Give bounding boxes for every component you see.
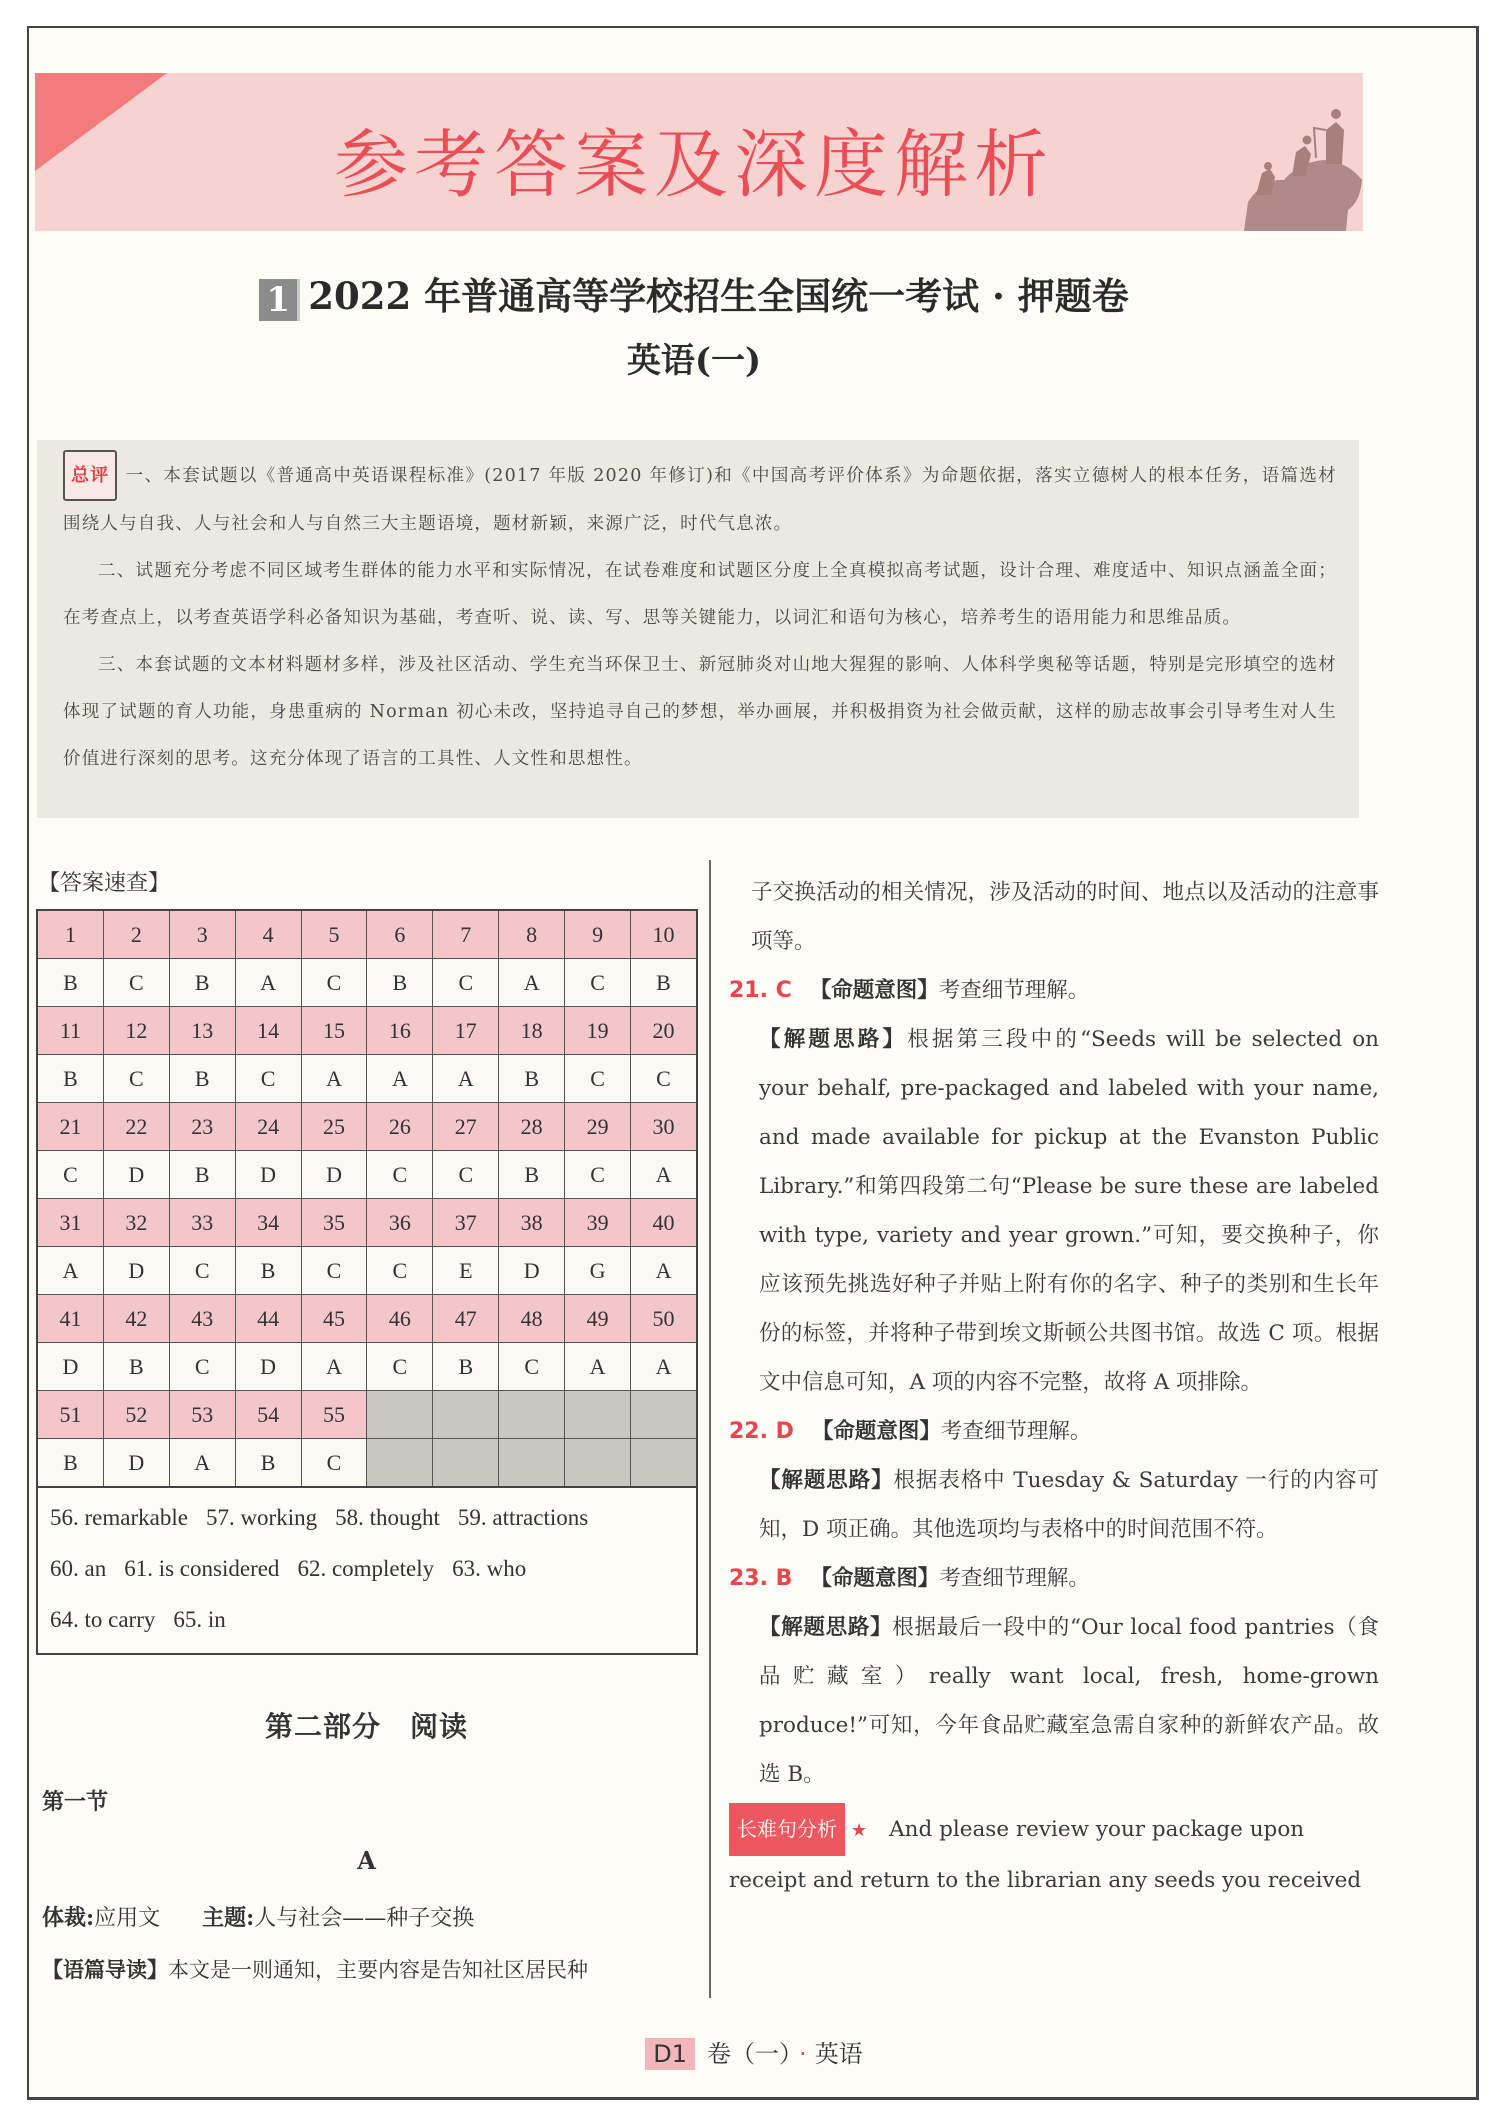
question-number-cell: 41 (37, 1295, 103, 1343)
answer-cell: D (301, 1151, 367, 1199)
answer-cell: C (367, 1151, 433, 1199)
answer-cell: D (235, 1343, 301, 1391)
section-label: 第一节 (42, 1789, 109, 1815)
fill-in-line (50, 1492, 686, 1543)
answer-cell: A (631, 1343, 697, 1391)
question-number-cell: 24 (235, 1103, 301, 1151)
answer-cell: A (301, 1343, 367, 1391)
star-icon: ★ (851, 1820, 868, 1841)
explanation-heading (729, 966, 1379, 1015)
question-number-cell: 14 (235, 1007, 301, 1055)
question-number-cell: 48 (499, 1295, 565, 1343)
page-number: D1 (645, 2038, 695, 2070)
question-number-row (37, 1199, 697, 1247)
answer-cell: B (499, 1151, 565, 1199)
question-number-cell (565, 1391, 631, 1439)
answer-cell: C (169, 1247, 235, 1295)
explanation-body (729, 1456, 1379, 1554)
answer-cell: C (37, 1151, 103, 1199)
answer-cell: A (301, 1055, 367, 1103)
answer-cell: D (235, 1151, 301, 1199)
answer-cell: C (631, 1055, 697, 1103)
question-number-cell: 4 (235, 910, 301, 959)
page (27, 26, 1479, 2100)
long-sentence-tag: 长难句分析 (729, 1803, 845, 1856)
question-number-cell: 5 (301, 910, 367, 959)
idea-text: 根据最后一段中的“Our local food pantries（食品贮藏室）really want local, fresh, home-grown produce!”可知，今年食品贮藏室急需自家种的新鲜农产品。故选 B。 (759, 1615, 1379, 1787)
answer-row (37, 959, 697, 1007)
question-number-cell: 23 (169, 1103, 235, 1151)
question-number-cell: 32 (103, 1199, 169, 1247)
climbers-illustration-icon (1244, 80, 1364, 231)
answer-row (37, 1055, 697, 1103)
answer-cell: C (301, 959, 367, 1007)
left-column (34, 858, 699, 1984)
overview-box (37, 440, 1359, 818)
question-number-cell: 22 (103, 1103, 169, 1151)
question-number-cell: 54 (235, 1391, 301, 1439)
fill-in-answer: 62. completely (297, 1556, 435, 1581)
answer-cell: B (169, 959, 235, 1007)
answer-cell: B (235, 1247, 301, 1295)
answer-cell: A (631, 1151, 697, 1199)
answer-cell: C (235, 1055, 301, 1103)
answer-cell: B (631, 959, 697, 1007)
idea-label: 【解题思路】 (759, 1027, 908, 1052)
idea-text: 根据表格中 Tuesday & Saturday 一行的内容可知，D 项正确。其他选项均与表格中的时间范围不符。 (759, 1468, 1379, 1542)
question-number-cell: 2 (103, 910, 169, 959)
question-number-cell: 1 (37, 910, 103, 959)
idea-text: 根据第三段中的“Seeds will be selected on your behalf, pre-packaged and labeled with your name, and made available for pickup at the Evanston Public Library.”和第四段第二句“Please be sure these are labeled with type, variety and year grown.”可知，要交换种子，你应该预先挑选好种子并贴上附有你的名字、种子的类别和生长年份的标签，并将种子带到埃文斯顿公共图书馆。故选 C 项。根据文中信息可知，A 项的内容不完整，故将 A 项排除。 (759, 1027, 1379, 1395)
intent-label: 【命题意图】 (809, 978, 939, 1003)
question-number-cell (433, 1391, 499, 1439)
question-number-cell: 13 (169, 1007, 235, 1055)
answer-cell: B (37, 1055, 103, 1103)
question-number-cell: 49 (565, 1295, 631, 1343)
answer-cell: C (433, 1151, 499, 1199)
question-number-cell: 8 (499, 910, 565, 959)
question-number-cell: 3 (169, 910, 235, 959)
explanation-heading (729, 1554, 1379, 1603)
answer-cell: C (367, 1247, 433, 1295)
overview-tag: 总评 (63, 450, 117, 501)
column-divider (709, 860, 711, 1998)
answer-cell: B (37, 959, 103, 1007)
question-number-cell: 39 (565, 1199, 631, 1247)
question-number-cell: 12 (103, 1007, 169, 1055)
answer-cell (565, 1439, 631, 1488)
passage-meta: 体裁:应用文 主题:人与社会——种子交换 (42, 1905, 475, 1931)
answer-cell: C (103, 959, 169, 1007)
question-number-cell (367, 1391, 433, 1439)
fill-in-answer: 64. to carry (50, 1607, 156, 1632)
intent-text: 考查细节理解。 (939, 1566, 1090, 1591)
intent-label: 【命题意图】 (810, 1566, 940, 1591)
question-number-row (37, 1103, 697, 1151)
question-number-cell (631, 1391, 697, 1439)
idea-label: 【解题思路】 (759, 1615, 893, 1640)
answer-cell: C (367, 1343, 433, 1391)
question-number-cell: 46 (367, 1295, 433, 1343)
page-footer: D1 卷（一） · 英语 (29, 2034, 1479, 2069)
question-number-cell: 42 (103, 1295, 169, 1343)
answer-cell: C (301, 1439, 367, 1488)
answer-cell: D (499, 1247, 565, 1295)
exam-title (29, 266, 1359, 321)
banner-title: 参考答案及深度解析 (334, 122, 1054, 208)
answer-row (37, 1151, 697, 1199)
answer-cell: A (499, 959, 565, 1007)
question-number-cell: 16 (367, 1007, 433, 1055)
answer-cell: D (103, 1247, 169, 1295)
answer-cell: A (433, 1055, 499, 1103)
question-number-cell: 26 (367, 1103, 433, 1151)
question-number-cell: 31 (37, 1199, 103, 1247)
fill-in-answer: 57. working (205, 1505, 318, 1530)
answer-cell: B (169, 1151, 235, 1199)
question-number-cell: 43 (169, 1295, 235, 1343)
question-number-row (37, 1295, 697, 1343)
answer-cell: A (37, 1247, 103, 1295)
answer-cell: A (169, 1439, 235, 1488)
question-number-cell: 33 (169, 1199, 235, 1247)
question-number-cell: 18 (499, 1007, 565, 1055)
question-number-row (37, 910, 697, 959)
question-number-cell: 10 (631, 910, 697, 959)
long-sentence-analysis: 长难句分析 ★ And please review your package upon receipt and return to the librarian any seeds you received (729, 1803, 1379, 1905)
answer-cell: C (169, 1343, 235, 1391)
answer-key-label: 【答案速查】 (38, 871, 171, 896)
fill-in-answer: 65. in (173, 1607, 226, 1632)
question-number-cell: 51 (37, 1391, 103, 1439)
intent-text: 考查细节理解。 (940, 1419, 1092, 1444)
fill-in-answer: 56. remarkable (50, 1505, 188, 1530)
question-number-cell: 9 (565, 910, 631, 959)
question-number-cell: 27 (433, 1103, 499, 1151)
question-number-cell: 34 (235, 1199, 301, 1247)
overview-paragraph-1: 总评 一、本套试题以《普通高中英语课程标准》(2017 年版 2020 年修订)和《中国高考评价体系》为命题依据，落实立德树人的根本任务，语篇选材围绕人与自我、人与社会和人与自然三大主题语境，题材新颖，来源广泛，时代气息浓。 (63, 450, 1337, 548)
question-number-cell: 36 (367, 1199, 433, 1247)
fill-in-answers (36, 1488, 698, 1655)
answer-cell: A (631, 1247, 697, 1295)
answer-cell: C (103, 1055, 169, 1103)
fill-in-answer: 59. attractions (457, 1505, 589, 1530)
answer-cell: B (499, 1055, 565, 1103)
fill-in-answer: 61. is considered (124, 1556, 280, 1581)
answer-cell: D (103, 1151, 169, 1199)
answer-cell: C (301, 1247, 367, 1295)
answer-row (37, 1247, 697, 1295)
question-number-cell: 25 (301, 1103, 367, 1151)
idea-label: 【解题思路】 (759, 1468, 894, 1493)
question-number-cell: 50 (631, 1295, 697, 1343)
subject-title: 英语(一) (626, 341, 762, 381)
answer-cell: A (235, 959, 301, 1007)
explanation-heading (729, 1407, 1379, 1456)
answer-cell: E (433, 1247, 499, 1295)
question-number-cell: 28 (499, 1103, 565, 1151)
fill-in-answer: 60. an (50, 1556, 107, 1581)
answer-cell: B (37, 1439, 103, 1488)
question-answer: 21. C (729, 978, 792, 1003)
question-number-cell: 47 (433, 1295, 499, 1343)
question-number-cell: 19 (565, 1007, 631, 1055)
question-number-cell: 29 (565, 1103, 631, 1151)
answer-cell (499, 1439, 565, 1488)
overview-paragraph-2: 二、试题充分考虑不同区域考生群体的能力水平和实际情况，在试卷难度和试题区分度上全真模拟高考试题，设计合理、难度适中、知识点涵盖全面；在考查点上，以考查英语学科必备知识为基础，考查听、说、读、写、思等关键能力，以词汇和语句为核心，培养考生的语用能力和思维品质。 (63, 561, 1337, 628)
passage-guide-continued: 子交换活动的相关情况，涉及活动的时间、地点以及活动的注意事项等。 (751, 880, 1379, 954)
answer-cell: G (565, 1247, 631, 1295)
answer-cell: A (565, 1343, 631, 1391)
question-number-row (37, 1391, 697, 1439)
question-number-cell: 40 (631, 1199, 697, 1247)
question-number-cell: 44 (235, 1295, 301, 1343)
question-number-cell: 20 (631, 1007, 697, 1055)
question-number-cell: 30 (631, 1103, 697, 1151)
fill-in-line (50, 1594, 686, 1645)
question-number-cell: 55 (301, 1391, 367, 1439)
answer-cell: B (103, 1343, 169, 1391)
fill-in-answer: 58. thought (335, 1505, 440, 1530)
question-number-cell: 17 (433, 1007, 499, 1055)
answer-cell: C (565, 1151, 631, 1199)
fill-in-answer: 63. who (452, 1556, 527, 1581)
answer-cell: D (37, 1343, 103, 1391)
question-number-cell: 6 (367, 910, 433, 959)
answer-cell: D (103, 1439, 169, 1488)
answer-cell: C (565, 959, 631, 1007)
question-answer: 23. B (729, 1566, 793, 1591)
explanation-body (729, 1015, 1379, 1407)
question-number-cell: 53 (169, 1391, 235, 1439)
answer-cell: A (367, 1055, 433, 1103)
answer-cell (433, 1439, 499, 1488)
answer-cell: C (433, 959, 499, 1007)
dot-separator: · (799, 2040, 807, 2068)
fill-in-line (50, 1543, 686, 1594)
question-number-cell: 45 (301, 1295, 367, 1343)
passage-letter: A (357, 1846, 376, 1875)
passage-guide: 【语篇导读】本文是一则通知，主要内容是告知社区居民种 (42, 1958, 588, 1982)
question-number-cell: 52 (103, 1391, 169, 1439)
question-answer: 22. D (729, 1419, 794, 1444)
question-number-cell: 11 (37, 1007, 103, 1055)
answer-key-table (36, 909, 698, 1488)
explanation-body (729, 1603, 1379, 1799)
answer-cell: C (565, 1055, 631, 1103)
answer-cell: B (433, 1343, 499, 1391)
answer-cell (631, 1439, 697, 1488)
answer-cell: B (169, 1055, 235, 1103)
answer-cell: C (499, 1343, 565, 1391)
intent-label: 【命题意图】 (811, 1419, 941, 1444)
exam-title-text: 2022 年普通高等学校招生全国统一考试 · 押题卷 (308, 274, 1129, 318)
question-number-cell (499, 1391, 565, 1439)
right-column (729, 868, 1379, 1905)
question-number-cell: 37 (433, 1199, 499, 1247)
answer-cell: B (367, 959, 433, 1007)
answer-cell: B (235, 1439, 301, 1488)
question-number-row (37, 1007, 697, 1055)
intent-text: 考查细节理解。 (938, 978, 1090, 1003)
part-title: 第二部分 阅读 (264, 1710, 468, 1743)
overview-paragraph-3: 三、本套试题的文本材料题材多样，涉及社区活动、学生充当环保卫士、新冠肺炎对山地大猩猩的影响、人体科学奥秘等话题，特别是完形填空的选材体现了试题的育人功能，身患重病的 Norman 初心未改，坚持追寻自己的梦想，举办画展，并积极捐资为社会做贡献，这样的励志故事会引导考生对人生价值进行深刻的思考。这充分体现了语言的工具性、人文性和思想性。 (63, 655, 1337, 769)
exam-number-badge: 1 (259, 279, 300, 321)
question-number-cell: 15 (301, 1007, 367, 1055)
question-number-cell: 38 (499, 1199, 565, 1247)
question-number-cell: 7 (433, 910, 499, 959)
question-number-cell: 21 (37, 1103, 103, 1151)
answer-cell (367, 1439, 433, 1488)
answer-row (37, 1343, 697, 1391)
answer-row (37, 1439, 697, 1488)
question-number-cell: 35 (301, 1199, 367, 1247)
